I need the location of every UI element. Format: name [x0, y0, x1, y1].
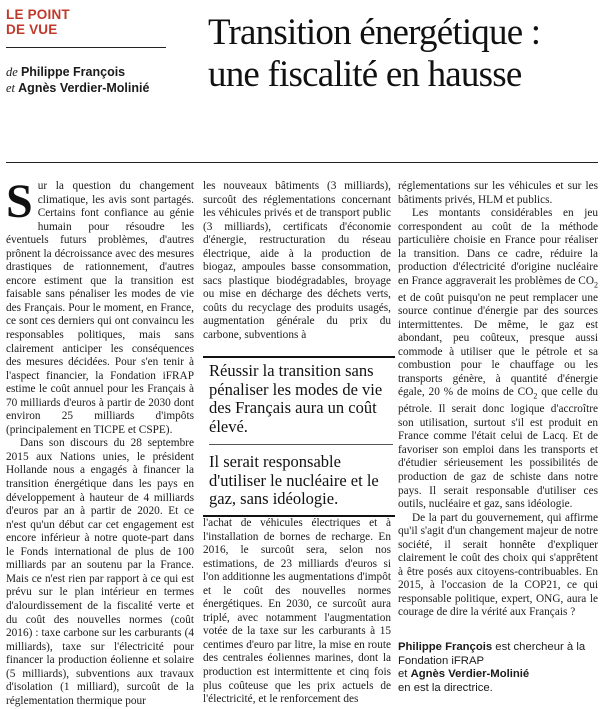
bio-name-1: Philippe François — [398, 641, 493, 653]
paragraph: les nouveaux bâtiments (3 milliards), surcoût des réglementations concernant les véhicules privés et de transport public (3 milliards), certificats d'économie d'énergie, restructuration du réseau électrique, aide à la production de biogaz, ampoules basse consommation, sacs plastique biodégradables, broyage ou mise en décharge des déchets verts, coûts du recyclage des produits usagés, augmentation générale du prix du carbone, subventions à — [203, 180, 391, 342]
article-column-3 — [398, 180, 598, 620]
bio-text-1: est chercheur à la Fondation iFRAP — [398, 641, 586, 667]
subscript: 2 — [533, 391, 538, 401]
paragraph: De la part du gouvernement, qui affirme qu'il s'agit d'un changement majeur de notre société, il serait honnête d'expliquer clairement le coût des choix qui s'apprêtent à être posés aux citoyens-contribuables. En 2015, à l'occasion de la COP21, ce qui responsable politique, expert, ONG, aura le courage de dire la vérité aux Français ? — [398, 511, 598, 619]
pull-quote-2: Il serait responsable d'utiliser le nucléaire et le gaz, sans idéologie. — [209, 452, 379, 508]
section-rubric — [6, 7, 166, 37]
paragraph — [398, 207, 598, 512]
author-name-2: Agnès Verdier-Molinié — [18, 81, 150, 95]
paragraph: réglementations sur les véhicules et sur les bâtiments privés, HLM et publics. — [398, 180, 598, 206]
article-column-2-top — [203, 180, 391, 343]
bio-conjunction: et — [398, 668, 411, 681]
article-column-2-bottom — [203, 517, 391, 707]
rubric-line-2: DE VUE — [6, 22, 58, 37]
paragraph — [6, 175, 194, 437]
drop-cap: S — [6, 175, 33, 228]
rubric-line-1: LE POINT — [6, 7, 70, 22]
paragraph-text: que celle du pétrole. Il serait donc logique d'accroître son utilisation, surtout s'il est produit en France comme l'était celui de Lacq. Et de favoriser son emploi dans les transports et d'étudier sérieusement les possibilités de production de gaz de schiste dans notre pays. Il serait responsable d'utiliser ces outils, nucléaire et gaz, sans idéologie. — [398, 386, 598, 511]
paragraph-text: et de coût puisqu'on ne peut remplacer une source continue d'énergie par des sources intermittentes. De même, le gaz est abondant, peu coûteux, presque aussi commode à utiliser que le pétrole et sa combustion pour le chauffage ou les transports génère, à quantité d'énergie égale, 20 % de moins de CO — [398, 291, 598, 399]
author-name-1: Philippe François — [20, 65, 126, 79]
paragraph: l'achat de véhicules électriques et à l'installation de bornes de recharge. En 2016, le surcoût sera, selon nos estimations, de 23 milliards d'euros si l'on additionne les augmentations d'impôt et le coût des nouvelles normes énergétiques. En 2030, ce surcoût aura triplé, avec notamment l'augmentation votée de la taxe sur les carburants à 15 centimes d'euro par litre, la mise en route des centrales éoliennes marines, dont la production est intermittente et cinq fois plus coûteuse que les prix actuels de l'électricité, et le renforcement des — [203, 517, 391, 706]
headline-line-2: une fiscalité en hausse — [208, 54, 522, 95]
bio-text-2: en est la directrice. — [398, 681, 493, 694]
pull-quote-box — [203, 356, 395, 517]
pull-quote-1: Réussir la transition sans pénaliser les modes de vie des Français aura un coût élevé. — [209, 362, 393, 445]
paragraph-text: Les montants considérables en jeu correspondent au coût de la méthode particulière choisie en France pour réaliser la transition. Dans ce cadre, réduire la production d'électricité d'origine nucléaire en France aggraverait les problèmes de CO — [398, 207, 598, 287]
paragraph: Dans son discours du 28 septembre 2015 aux Nations unies, le président Hollande nous a engagés à financer la transition énergétique dans les pays en développement à hauteur de 4 milliards d'euros par an à partir de 2020. Et ce n'est qu'un début car cet engagement est encore inférieur à notre quote-part dans le Fonds international de plus de 100 milliards par an soutenu par la France. Mais ce n'est rien par rapport à ce qui est prévu sur le plan intérieur en termes d'alourdissement de la fiscalité verte et du coût des nouvelles normes (coût 2016) : taxe carbone sur les carburants (4 milliards), taxe sur l'électricité pour financer la production éolienne et solaire (5 milliards), subventions aux travaux d'isolation (1 milliard), surcoût de la réglementation thermique pour — [6, 437, 194, 707]
subscript: 2 — [594, 280, 598, 290]
author-bio — [398, 641, 598, 695]
bio-name-2: Agnès Verdier-Molinié — [410, 668, 530, 681]
byline-prefix-1: de — [6, 65, 18, 79]
headline-line-1: Transition énergétique : — [208, 12, 541, 53]
paragraph-text: ur la question du changement climatique, les avis sont partagés. Certains font confiance au génie humain pour résoudre les éventuels futurs problèmes, d'autres prônent la décroissance avec des mesures drastiques de rationnement, d'autres encore estiment que la transition est faisable sans pénaliser les modes de vie des Français. Pour le moment, en France, ce sont ces derniers qui ont convaincu les responsables politiques, mais sans clairement anticiper les conséquences des mesures décidées. Pour s'en tenir à l'aspect financier, la Fondation iFRAP estime le coût annuel pour les Français à 70 milliards d'euros à partir de 2030 dont environ 25 milliards d'impôts (principalement en TICPE et CSPE). — [6, 180, 194, 436]
byline-prefix-2: et — [6, 81, 16, 95]
rubric-divider — [6, 47, 166, 48]
article-headline — [208, 12, 600, 96]
article-column-1 — [6, 175, 194, 708]
headline-divider — [6, 162, 598, 163]
byline — [6, 64, 206, 96]
